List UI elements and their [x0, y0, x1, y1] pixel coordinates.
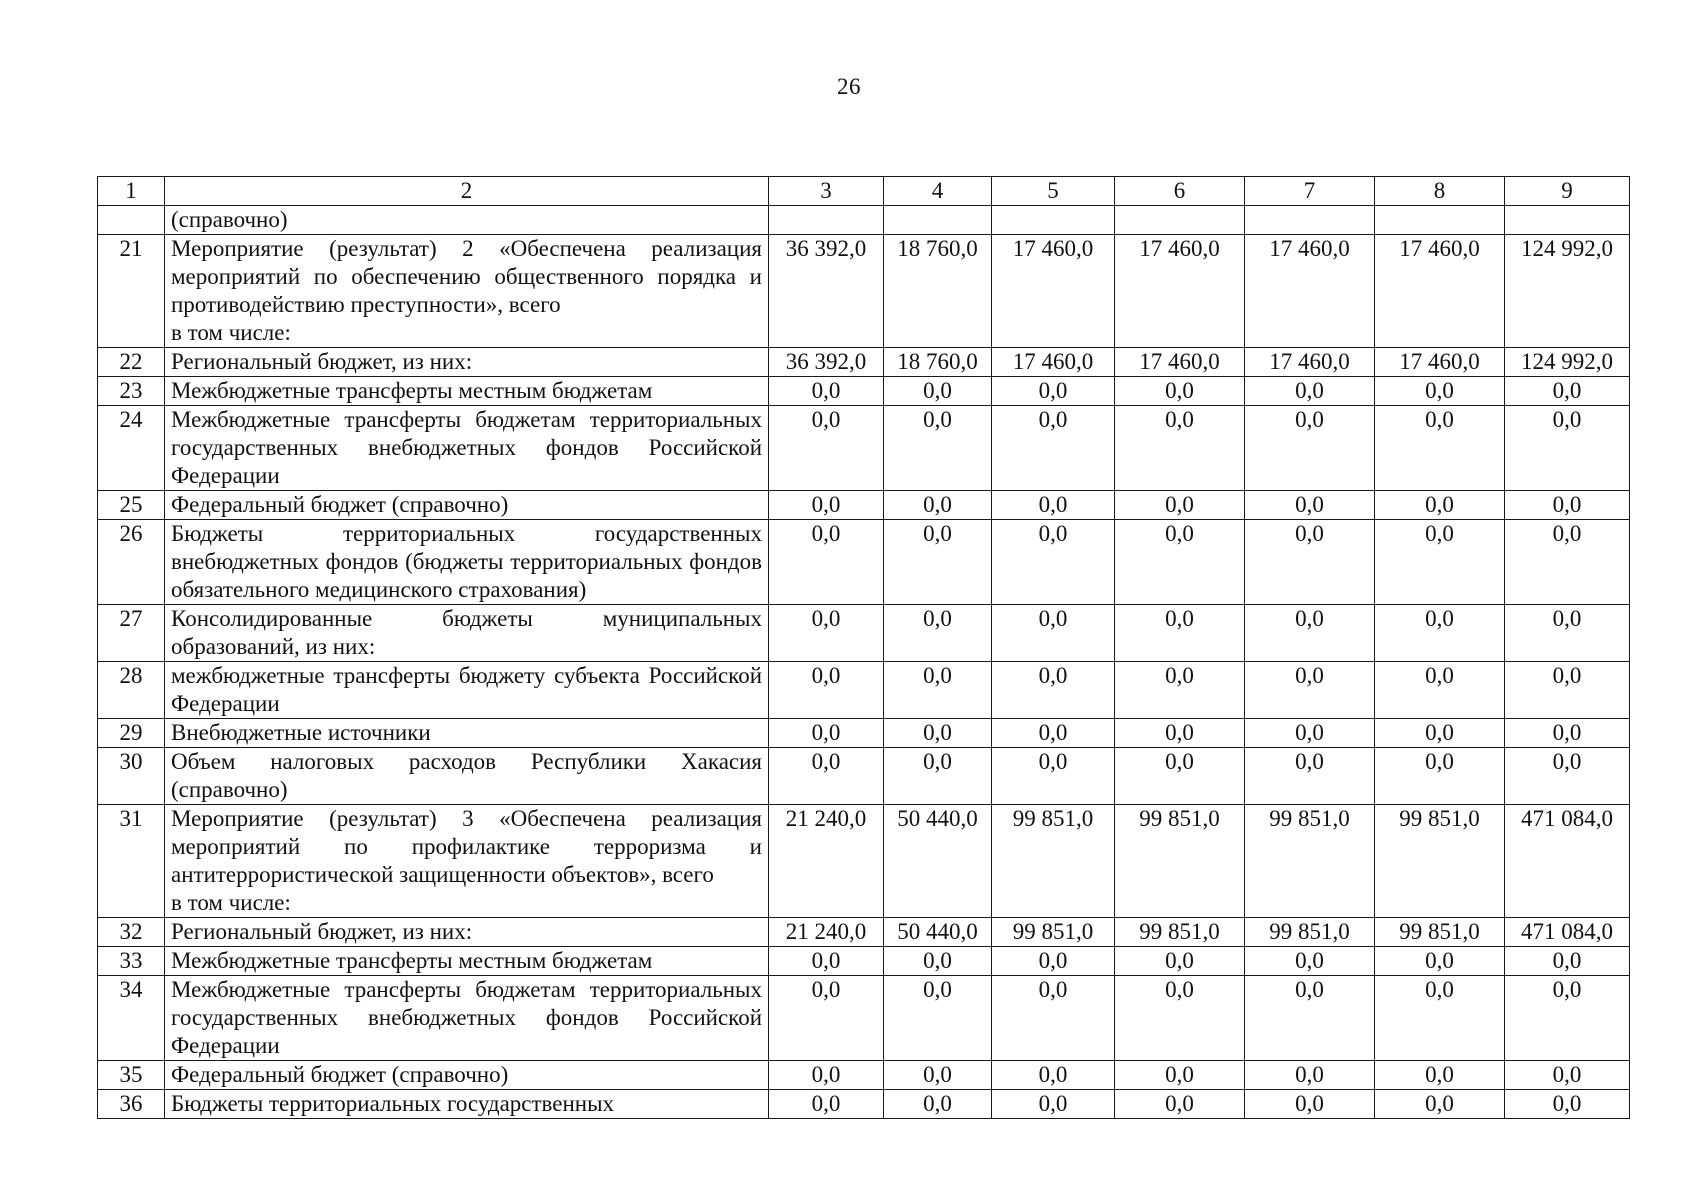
table-row	[98, 1090, 1630, 1119]
description-line: Межбюджетные трансферты бюджетам территориальных государственных внебюджетных фондов Российской Федерации	[171, 977, 762, 1058]
value-cell: 0,0	[1115, 1061, 1245, 1090]
value-cell: 0,0	[992, 1061, 1115, 1090]
value-cell: 124 992,0	[1505, 348, 1630, 377]
value-cell: 0,0	[992, 406, 1115, 491]
value-cell: 0,0	[769, 406, 884, 491]
value-cell: 0,0	[884, 1061, 992, 1090]
budget-table	[97, 176, 1630, 1119]
row-number: 27	[98, 605, 165, 662]
value-cell: 99 851,0	[1245, 805, 1375, 918]
value-cell: 0,0	[992, 748, 1115, 805]
value-cell: 0,0	[1245, 605, 1375, 662]
value-cell: 0,0	[992, 719, 1115, 748]
description-line: Консолидированные бюджеты муниципальных образований, из них:	[171, 606, 762, 659]
value-cell: 50 440,0	[884, 918, 992, 947]
value-cell: 99 851,0	[1375, 805, 1505, 918]
table-row	[98, 406, 1630, 491]
value-cell: 0,0	[992, 662, 1115, 719]
column-header: 6	[1115, 177, 1245, 206]
value-cell: 0,0	[884, 605, 992, 662]
value-cell: 0,0	[1505, 491, 1630, 520]
value-cell: 99 851,0	[1115, 805, 1245, 918]
column-header: 8	[1375, 177, 1505, 206]
table-row	[98, 662, 1630, 719]
value-cell: 0,0	[884, 377, 992, 406]
value-cell: 99 851,0	[992, 805, 1115, 918]
table-header	[98, 177, 1630, 206]
value-cell: 0,0	[1375, 947, 1505, 976]
row-number: 36	[98, 1090, 165, 1119]
value-cell: 0,0	[884, 947, 992, 976]
value-cell: 0,0	[769, 1090, 884, 1119]
value-cell: 0,0	[1245, 406, 1375, 491]
value-cell: 0,0	[1375, 605, 1505, 662]
value-cell: 0,0	[884, 976, 992, 1061]
description-line: Мероприятие (результат) 3 «Обеспечена реализация мероприятий по профилактике терроризма и антитеррористической защищенности объектов», всего	[171, 806, 762, 887]
value-cell: 0,0	[769, 976, 884, 1061]
row-number: 35	[98, 1061, 165, 1090]
value-cell: 0,0	[1115, 976, 1245, 1061]
row-number: 32	[98, 918, 165, 947]
value-cell: 471 084,0	[1505, 918, 1630, 947]
value-cell: 0,0	[1375, 1061, 1505, 1090]
value-cell: 0,0	[769, 605, 884, 662]
row-number: 25	[98, 491, 165, 520]
value-cell: 21 240,0	[769, 918, 884, 947]
row-description	[165, 1090, 769, 1119]
value-cell: 0,0	[1245, 748, 1375, 805]
row-number	[98, 206, 165, 235]
value-cell: 0,0	[1115, 406, 1245, 491]
row-description	[165, 235, 769, 348]
value-cell	[1505, 206, 1630, 235]
value-cell: 0,0	[1245, 1061, 1375, 1090]
value-cell: 21 240,0	[769, 805, 884, 918]
description-line: Бюджеты территориальных государственных	[171, 1091, 615, 1116]
value-cell: 0,0	[1115, 947, 1245, 976]
value-cell	[992, 206, 1115, 235]
value-cell: 36 392,0	[769, 235, 884, 348]
description-line: Региональный бюджет, из них:	[171, 349, 473, 374]
value-cell: 0,0	[992, 947, 1115, 976]
value-cell: 0,0	[884, 491, 992, 520]
value-cell: 0,0	[769, 662, 884, 719]
value-cell: 0,0	[1115, 520, 1245, 605]
row-description	[165, 1061, 769, 1090]
table-row	[98, 976, 1630, 1061]
value-cell: 17 460,0	[1115, 235, 1245, 348]
value-cell: 17 460,0	[1245, 348, 1375, 377]
row-description	[165, 719, 769, 748]
value-cell: 0,0	[769, 377, 884, 406]
value-cell: 0,0	[1115, 605, 1245, 662]
row-description	[165, 605, 769, 662]
value-cell: 0,0	[992, 377, 1115, 406]
value-cell: 0,0	[769, 1061, 884, 1090]
value-cell: 0,0	[992, 520, 1115, 605]
table-body	[98, 206, 1630, 1119]
row-number: 31	[98, 805, 165, 918]
column-header: 4	[884, 177, 992, 206]
row-description	[165, 520, 769, 605]
table-row	[98, 605, 1630, 662]
description-line: Межбюджетные трансферты местным бюджетам	[171, 948, 653, 973]
value-cell: 0,0	[884, 406, 992, 491]
row-number: 29	[98, 719, 165, 748]
value-cell: 0,0	[1245, 947, 1375, 976]
row-description	[165, 206, 769, 235]
row-number: 21	[98, 235, 165, 348]
row-description	[165, 406, 769, 491]
value-cell: 99 851,0	[1115, 918, 1245, 947]
value-cell: 18 760,0	[884, 348, 992, 377]
description-line: Объем налоговых расходов Республики Хакасия (справочно)	[171, 749, 762, 802]
value-cell: 0,0	[1505, 662, 1630, 719]
row-number: 33	[98, 947, 165, 976]
value-cell: 99 851,0	[992, 918, 1115, 947]
value-cell: 0,0	[992, 1090, 1115, 1119]
value-cell: 17 460,0	[1115, 348, 1245, 377]
value-cell: 0,0	[1245, 1090, 1375, 1119]
row-description	[165, 748, 769, 805]
row-description	[165, 918, 769, 947]
description-line: Внебюджетные источники	[171, 720, 431, 745]
row-description	[165, 348, 769, 377]
row-number: 26	[98, 520, 165, 605]
value-cell: 0,0	[769, 748, 884, 805]
table-row	[98, 206, 1630, 235]
row-number: 30	[98, 748, 165, 805]
value-cell	[884, 206, 992, 235]
value-cell: 0,0	[884, 719, 992, 748]
value-cell: 0,0	[1115, 662, 1245, 719]
description-line: межбюджетные трансферты бюджету субъекта Российской Федерации	[171, 663, 762, 716]
row-description	[165, 377, 769, 406]
description-line: в том числе:	[171, 890, 291, 915]
table-row	[98, 918, 1630, 947]
value-cell: 0,0	[1375, 520, 1505, 605]
value-cell: 0,0	[884, 662, 992, 719]
table-row	[98, 719, 1630, 748]
table-row	[98, 348, 1630, 377]
row-number: 24	[98, 406, 165, 491]
value-cell: 0,0	[992, 605, 1115, 662]
value-cell: 0,0	[1505, 719, 1630, 748]
value-cell: 0,0	[1375, 719, 1505, 748]
value-cell: 0,0	[1375, 1090, 1505, 1119]
description-line: (справочно)	[171, 207, 288, 232]
value-cell: 0,0	[1245, 377, 1375, 406]
value-cell: 0,0	[769, 947, 884, 976]
value-cell: 0,0	[1505, 1090, 1630, 1119]
value-cell: 17 460,0	[1375, 348, 1505, 377]
value-cell: 0,0	[1505, 406, 1630, 491]
description-line: Федеральный бюджет (справочно)	[171, 1062, 509, 1087]
description-line: в том числе:	[171, 320, 291, 345]
table-row	[98, 1061, 1630, 1090]
value-cell: 0,0	[1245, 491, 1375, 520]
value-cell: 0,0	[1115, 719, 1245, 748]
description-line: Мероприятие (результат) 2 «Обеспечена реализация мероприятий по обеспечению общественного порядка и противодействию преступности», всего	[171, 236, 762, 317]
value-cell: 0,0	[1505, 377, 1630, 406]
value-cell: 0,0	[884, 520, 992, 605]
value-cell: 0,0	[884, 1090, 992, 1119]
description-line: Межбюджетные трансферты бюджетам территориальных государственных внебюджетных фондов Российской Федерации	[171, 407, 762, 488]
value-cell: 0,0	[1375, 662, 1505, 719]
value-cell: 0,0	[992, 976, 1115, 1061]
description-line: Межбюджетные трансферты местным бюджетам	[171, 378, 653, 403]
row-number: 28	[98, 662, 165, 719]
value-cell: 0,0	[1375, 976, 1505, 1061]
value-cell: 99 851,0	[1375, 918, 1505, 947]
value-cell: 0,0	[1375, 377, 1505, 406]
value-cell: 0,0	[1245, 719, 1375, 748]
value-cell: 0,0	[884, 748, 992, 805]
value-cell: 0,0	[1115, 748, 1245, 805]
value-cell: 18 760,0	[884, 235, 992, 348]
column-header: 3	[769, 177, 884, 206]
value-cell	[1115, 206, 1245, 235]
table-row	[98, 235, 1630, 348]
value-cell: 0,0	[1245, 976, 1375, 1061]
row-description	[165, 976, 769, 1061]
column-header: 2	[165, 177, 769, 206]
row-number: 23	[98, 377, 165, 406]
value-cell: 0,0	[1505, 748, 1630, 805]
value-cell: 0,0	[1115, 1090, 1245, 1119]
column-number-row	[98, 177, 1630, 206]
value-cell: 99 851,0	[1245, 918, 1375, 947]
value-cell: 17 460,0	[1245, 235, 1375, 348]
table-row	[98, 520, 1630, 605]
column-header: 5	[992, 177, 1115, 206]
column-header: 7	[1245, 177, 1375, 206]
value-cell: 0,0	[1505, 976, 1630, 1061]
value-cell: 0,0	[769, 491, 884, 520]
table-row	[98, 805, 1630, 918]
column-header: 9	[1505, 177, 1630, 206]
row-description	[165, 947, 769, 976]
value-cell: 0,0	[1245, 520, 1375, 605]
value-cell: 0,0	[1505, 947, 1630, 976]
value-cell	[1245, 206, 1375, 235]
value-cell: 0,0	[1375, 748, 1505, 805]
value-cell: 36 392,0	[769, 348, 884, 377]
row-number: 34	[98, 976, 165, 1061]
value-cell: 0,0	[1375, 491, 1505, 520]
description-line: Федеральный бюджет (справочно)	[171, 492, 509, 517]
value-cell: 0,0	[1505, 1061, 1630, 1090]
value-cell: 0,0	[1245, 662, 1375, 719]
value-cell: 17 460,0	[1375, 235, 1505, 348]
table-row	[98, 947, 1630, 976]
value-cell: 471 084,0	[1505, 805, 1630, 918]
table-row	[98, 491, 1630, 520]
table-row	[98, 748, 1630, 805]
value-cell: 17 460,0	[992, 235, 1115, 348]
table-row	[98, 377, 1630, 406]
value-cell	[1375, 206, 1505, 235]
value-cell: 0,0	[1505, 520, 1630, 605]
page-number: 26	[837, 74, 861, 99]
value-cell: 50 440,0	[884, 805, 992, 918]
value-cell: 0,0	[1375, 406, 1505, 491]
value-cell: 0,0	[1505, 605, 1630, 662]
description-line: Региональный бюджет, из них:	[171, 919, 473, 944]
column-header: 1	[98, 177, 165, 206]
description-line: Бюджеты территориальных государственных внебюджетных фондов (бюджеты территориальных фондов обязательного медицинского страхования)	[171, 521, 762, 602]
row-number: 22	[98, 348, 165, 377]
row-description	[165, 491, 769, 520]
value-cell: 0,0	[769, 719, 884, 748]
value-cell: 0,0	[769, 520, 884, 605]
value-cell: 17 460,0	[992, 348, 1115, 377]
value-cell: 0,0	[992, 491, 1115, 520]
value-cell: 0,0	[1115, 491, 1245, 520]
row-description	[165, 805, 769, 918]
row-description	[165, 662, 769, 719]
value-cell	[769, 206, 884, 235]
value-cell: 124 992,0	[1505, 235, 1630, 348]
value-cell: 0,0	[1115, 377, 1245, 406]
